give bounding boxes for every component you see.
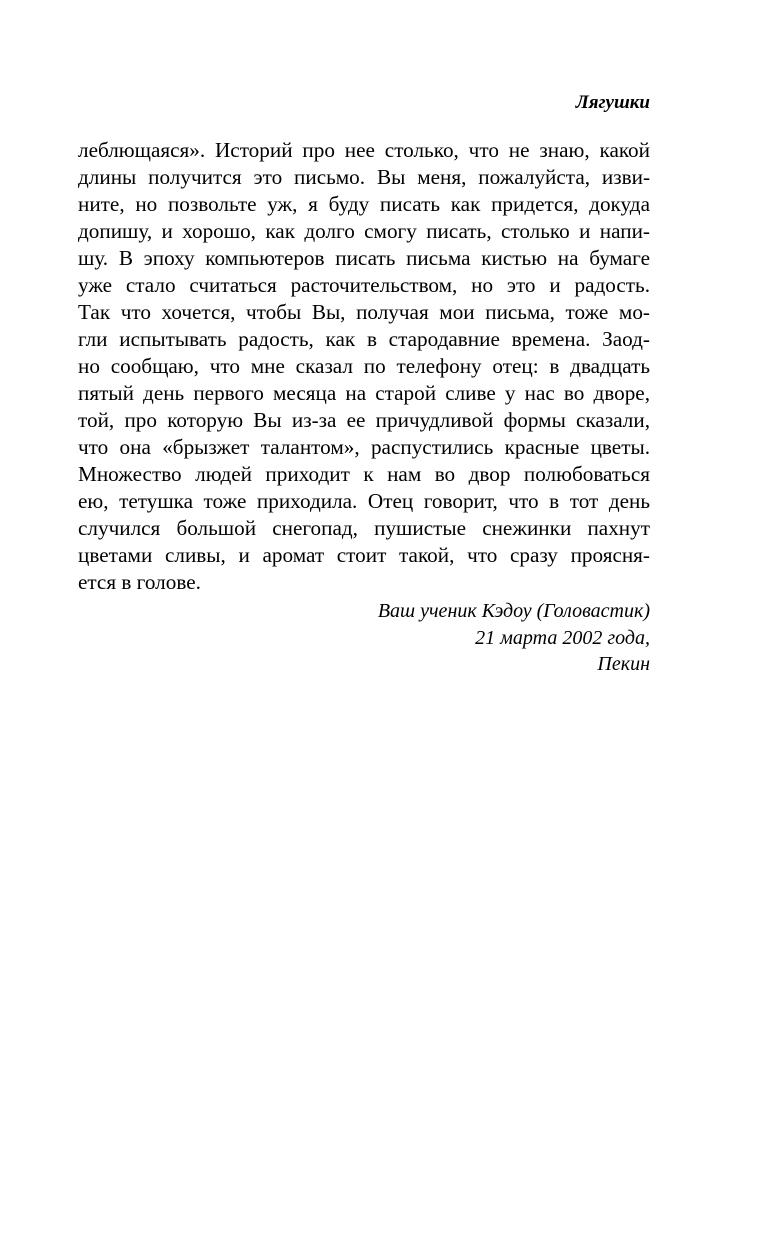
text-line: длины получится это письмо. Вы меня, пожалуйста, изви- [78, 165, 650, 189]
book-page [78, 0, 650, 1241]
text-line: что она «брызжет талантом», распустились красные цветы. [78, 435, 650, 459]
signature-place: Пекин [597, 653, 650, 675]
text-line: но сообщаю, что мне сказал по телефону отец: в двадцать [78, 354, 650, 378]
text-line: уже стало считаться расточительством, но это и радость. [78, 273, 650, 297]
text-line: ею, тетушка тоже приходила. Отец говорит, что в тот день [78, 489, 650, 513]
text-line-last: ется в голове. [78, 570, 201, 594]
signature-date: 21 марта 2002 года, [475, 626, 650, 649]
text-line: той, про которую Вы из-за ее причудливой формы сказали, [78, 408, 650, 432]
text-line: пятый день первого месяца на старой сливе у нас во дворе, [78, 381, 650, 405]
text-line: шу. В эпоху компьютеров писать письма кистью на бумаге [78, 246, 650, 270]
signature-author: Ваш ученик Кэдоу (Головастик) [377, 600, 650, 622]
letter-signature [378, 598, 650, 678]
text-line: цветами сливы, и аромат стоит такой, что сразу проясня- [78, 543, 650, 567]
text-line: Множество людей приходит к нам во двор полюбоваться [78, 462, 650, 486]
letter-body [78, 137, 650, 596]
running-header: Лягушки [575, 92, 650, 113]
text-line: леблющаяся». Историй про нее столько, что не знаю, какой [78, 138, 650, 162]
text-line: гли испытывать радость, как в стародавние времена. Заод- [78, 327, 650, 351]
text-line: Так что хочется, чтобы Вы, получая мои письма, тоже мо- [78, 300, 650, 324]
text-line: допишу, и хорошо, как долго смогу писать, столько и напи- [78, 219, 650, 243]
text-line: ните, но позвольте уж, я буду писать как придется, докуда [78, 192, 650, 216]
text-line: случился большой снегопад, пушистые снежинки пахнут [78, 516, 650, 540]
